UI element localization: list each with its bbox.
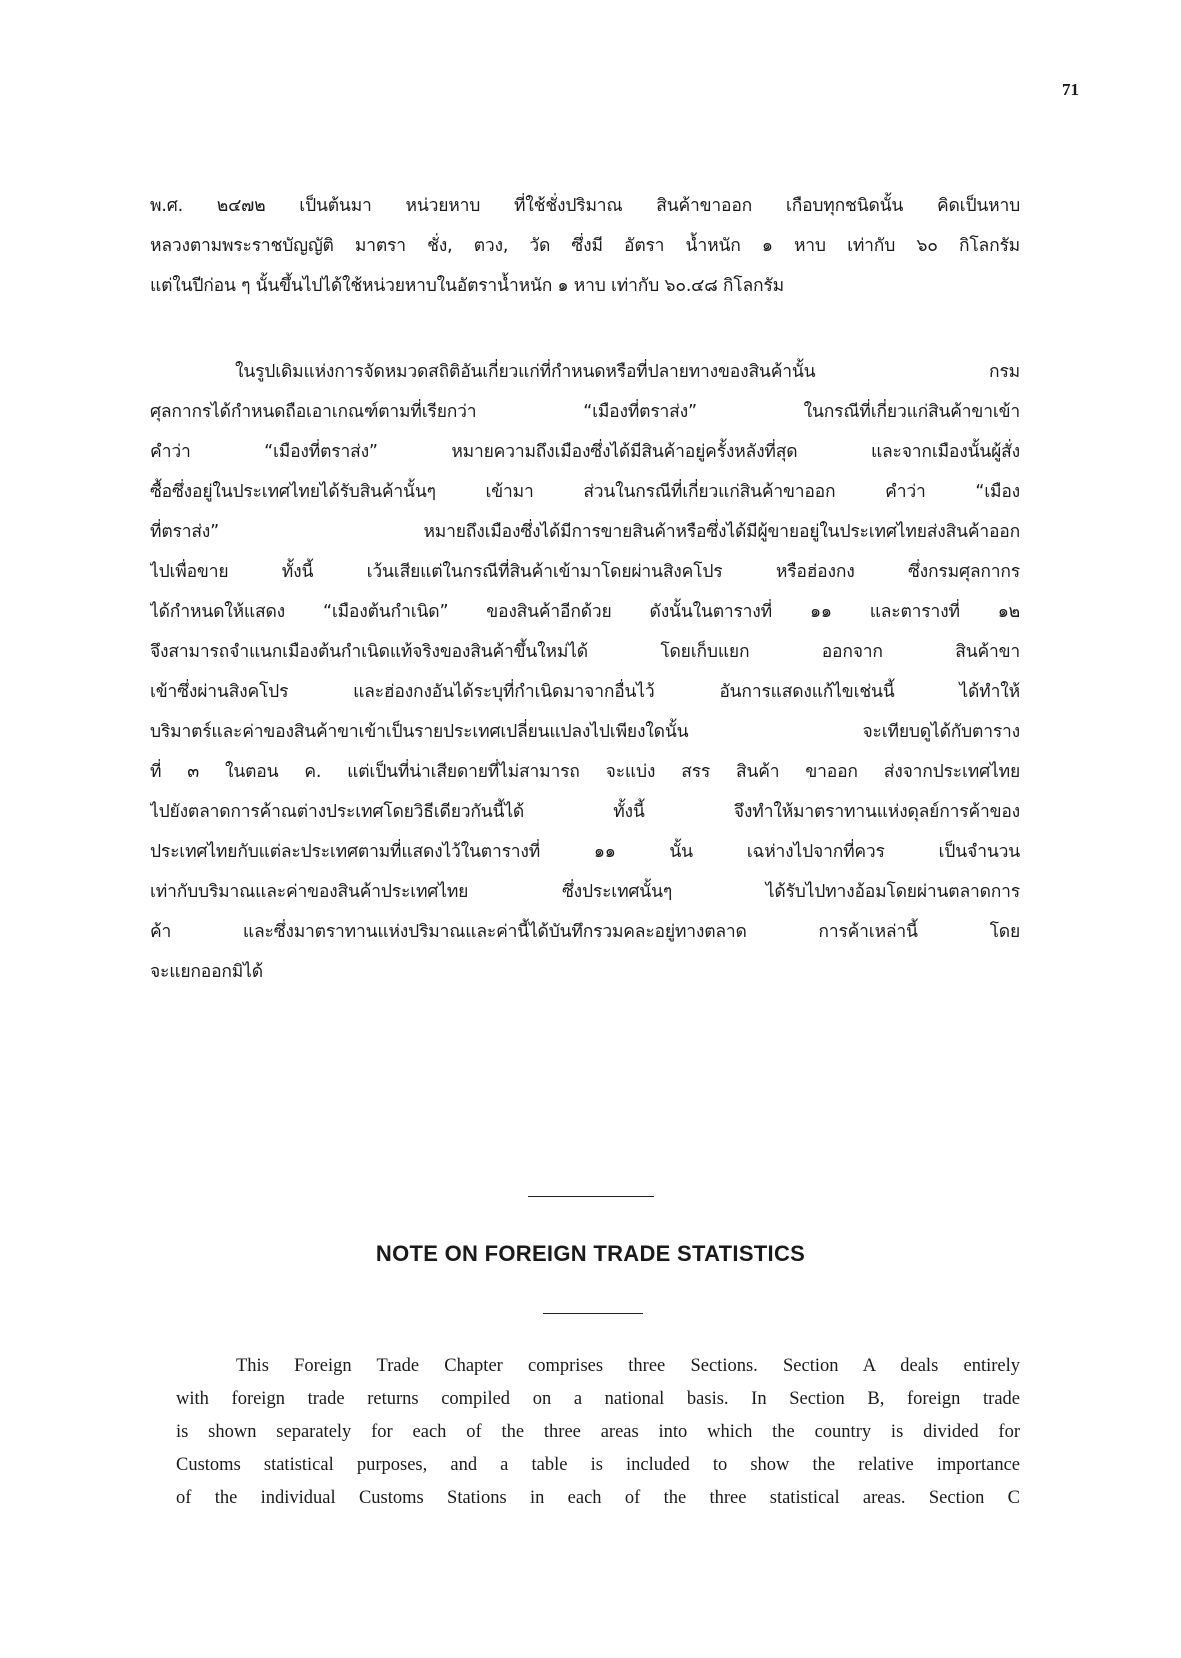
text-line: Customs statistical purposes, and a table is included to show the relative importance [176,1455,1020,1475]
text-line: is shown separately for each of the three areas into which the country is divided for [176,1422,1020,1442]
text-line: จึงสามารถจำแนกเมืองต้นกำเนิดแท้จริงของสินค้าขึ้นใหม่ได้ โดยเก็บแยก ออกจาก สินค้าขา [150,642,1020,662]
text-line: แต่ในปีก่อน ๆ นั้นขึ้นไปได้ใช้หน่วยหาบในอัตราน้ำหนัก ๑ หาบ เท่ากับ ๖๐.๔๘ กิโลกรัม [150,276,784,296]
text-line: คำว่า “เมืองที่ตราส่ง” หมายความถึงเมืองซึ่งได้มีสินค้าอยู่ครั้งหลังที่สุด และจากเมืองนั้นผู้สั่ง [150,442,1020,462]
section-heading: NOTE ON FOREIGN TRADE STATISTICS [375,1241,806,1266]
text-line: พ.ศ. ๒๔๗๒ เป็นต้นมา หน่วยหาบ ที่ใช้ชั่งปริมาณ สินค้าขาออก เกือบทุกชนิดนั้น คิดเป็นหาบ [150,196,1020,216]
divider-rule [528,1196,654,1197]
text-line: ที่ ๓ ในตอน ค. แต่เป็นที่น่าเสียดายที่ไม่สามารถ จะแบ่ง สรร สินค้า ขาออก ส่งจากประเทศไทย [150,762,1020,782]
thai-paragraph-1 [150,186,1020,306]
text-line: This Foreign Trade Chapter comprises three Sections. Section A deals entirely [236,1356,1020,1376]
text-line: ศุลกากรได้กำหนดถือเอาเกณฑ์ตามที่เรียกว่า “เมืองที่ตราส่ง” ในกรณีที่เกี่ยวแก่สินค้าขาเข้า [150,402,1020,422]
text-line: เข้าซึ่งผ่านสิงคโปร และฮ่องกงอันได้ระบุที่กำเนิดมาจากอื่นไว้ อันการแสดงแก้ไขเช่นนี้ ได้ทำให้ [150,682,1020,702]
text-line: ไปเพื่อขาย ทั้งนี้ เว้นเสียแต่ในกรณีที่สินค้าเข้ามาโดยผ่านสิงคโปร หรือฮ่องกง ซึ่งกรมศุลกากร [150,562,1020,582]
divider-rule [543,1313,643,1314]
page-number: 71 [1062,80,1079,99]
thai-paragraph-2 [150,352,1020,992]
text-line: บริมาตร์และค่าของสินค้าขาเข้าเป็นรายประเทศเปลี่ยนแปลงไปเพียงใดนั้น จะเทียบดูได้กับตาราง [150,722,1020,742]
text-line: ในรูปเดิมแห่งการจัดหมวดสถิติอันเกี่ยวแก่ที่กำหนดหรือที่ปลายทางของสินค้านั้น กรม [235,362,1020,382]
text-line: ค้า และซึ่งมาตราทานแห่งปริมาณและค่านี้ได้บันทึกรวมคละอยู่ทางตลาด การค้าเหล่านี้ โดย [150,922,1020,942]
text-line: เท่ากับบริมาณและค่าของสินค้าประเทศไทย ซึ่งประเทศนั้นๆ ได้รับไปทางอ้อมโดยผ่านตลาดการ [150,882,1020,902]
text-line: ไปยังตลาดการค้าณต่างประเทศโดยวิธีเดียวกันนี้ได้ ทั้งนี้ จึงทำให้มาตราทานแห่งดุลย์การค้าของ [150,802,1020,822]
text-line: ประเทศไทยกับแต่ละประเทศตามที่แสดงไว้ในตารางที่ ๑๑ นั้น เฉห่างไปจากที่ควร เป็นจำนวน [150,842,1020,862]
text-line: of the individual Customs Stations in each of the three statistical areas. Section C [176,1488,1020,1508]
text-line: หลวงตามพระราชบัญญัติ มาตรา ชั่ง, ตวง, วัด ซึ่งมี อัตรา น้ำหนัก ๑ หาบ เท่ากับ ๖๐ กิโลกรัม [150,236,1020,256]
text-line: ที่ตราส่ง” หมายถึงเมืองซึ่งได้มีการขายสินค้าหรือซึ่งได้มีผู้ขายอยู่ในประเทศไทยส่งสินค้าออก [150,522,1020,542]
text-line: จะแยกออกมิได้ [150,962,263,982]
text-line: ซื้อซึ่งอยู่ในประเทศไทยได้รับสินค้านั้นๆ เข้ามา ส่วนในกรณีที่เกี่ยวแก่สินค้าขาออก คำว่า “เมือง [150,482,1020,502]
text-line: ได้กำหนดให้แสดง “เมืองต้นกำเนิด” ของสินค้าอีกด้วย ดังนั้นในตารางที่ ๑๑ และตารางที่ ๑๒ [150,602,1020,622]
text-line: with foreign trade returns compiled on a national basis. In Section B, foreign trade [176,1389,1020,1409]
english-paragraph [176,1350,1020,1515]
